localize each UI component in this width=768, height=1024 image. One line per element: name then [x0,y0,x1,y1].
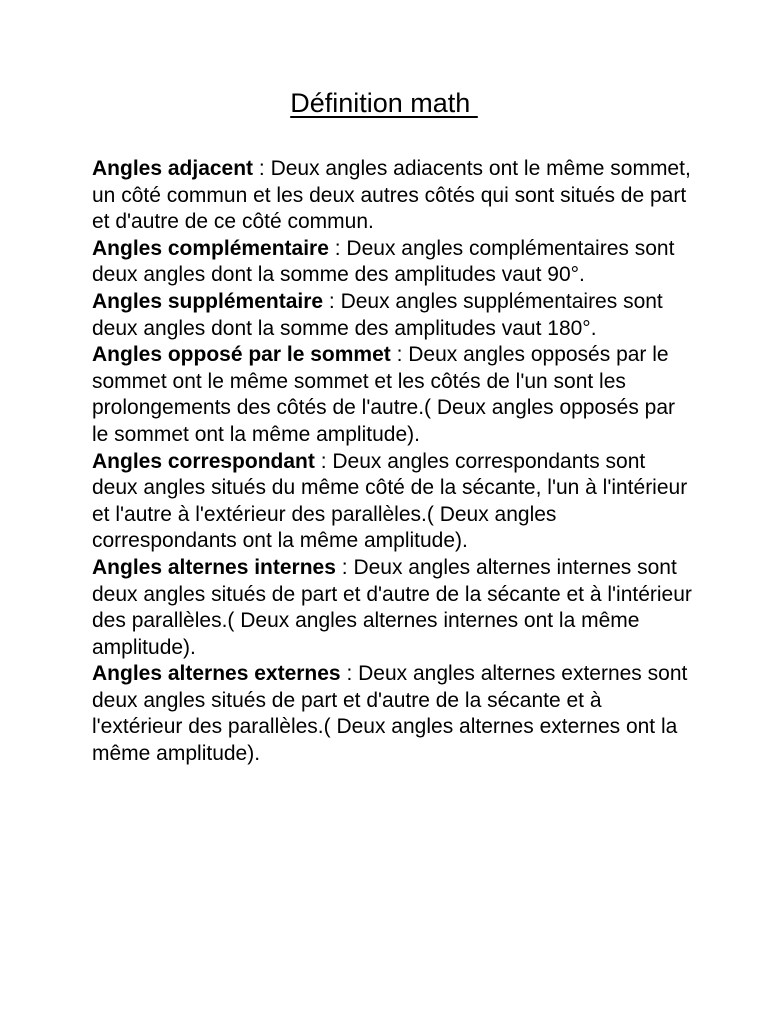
document-title [0,86,768,120]
definition-term: Angles complémentaire [92,236,329,260]
definition-item [92,342,692,448]
definition-text: Deux angles correspondants sont deux angles situés du même côté de la sécante, l'un à l'intérieur et l'autre à l'extérieur des parallèles.( Deux angles correspondants ont la même amplitude). [92,449,688,553]
definition-item [92,661,692,767]
definition-item [92,449,692,555]
definition-text: Deux angles opposés par le sommet ont le même sommet et les côtés de l'un sont les prolongements des côtés de l'autre.( Deux angles opposés par le sommet ont la même amplitude). [92,343,676,446]
definition-text: Deux angles supplémentaires sont deux angles dont la somme des amplitudes vaut 180°. [92,289,663,340]
definition-item [92,555,692,661]
definition-separator: : [253,157,271,180]
definition-term: Angles adjacent [92,157,254,180]
definition-term: Angles correspondant [92,449,315,473]
definition-separator: : [390,343,409,367]
definition-term: Angles alternes internes [92,555,336,579]
definition-term: Angles supplémentaire [92,289,324,313]
definition-text: Deux angles complémentaires sont deux angles dont la somme des amplitudes vaut 90°. [92,236,675,287]
definition-separator: : [340,662,359,686]
definition-separator: : [323,289,341,313]
definition-text: Deux angles alternes internes sont deux angles situés de part et d'autre de la sécante et à l'intérieur des parallèles.( Deux angles alternes internes ont la même amplitude). [92,555,692,659]
document-title-text: Définition math [290,88,478,118]
definition-term: Angles alternes externes [92,662,341,686]
definition-term: Angles opposé par le sommet [92,343,391,367]
definition-separator: : [335,555,354,579]
definition-separator: : [328,236,347,260]
definition-item [92,156,692,236]
definition-item [92,236,692,289]
definitions-list [92,156,692,768]
definition-item [92,289,692,342]
definition-text: Deux angles alternes externes sont deux angles situés de part et d'autre de la sécante et à l'extérieur des parallèles.( Deux angles alternes externes ont la même amplitude). [92,662,688,766]
definition-text: Deux angles adiacents ont le même sommet, un côté commun et les deux autres côtés qui sont situés de part et d'autre de ce côté commun. [92,157,691,234]
definition-separator: : [314,449,333,473]
